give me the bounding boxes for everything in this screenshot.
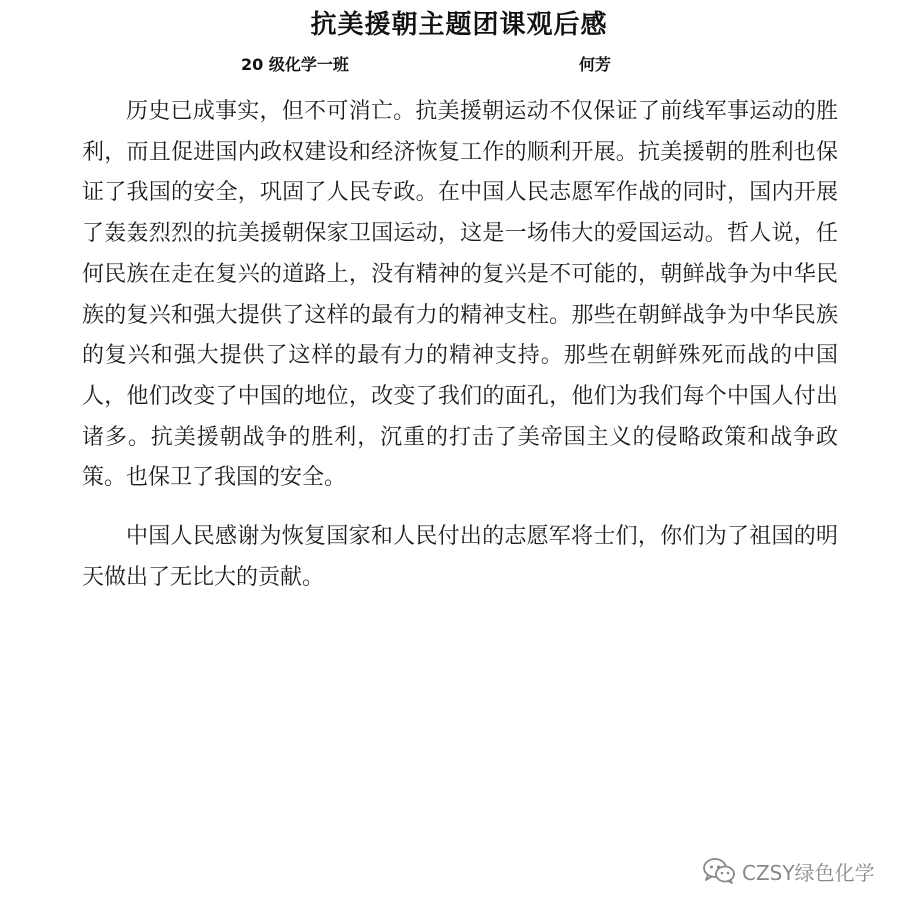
document-body (82, 92, 838, 598)
watermark-text: CZSY绿色化学 (742, 860, 875, 885)
author-name: 何芳 (579, 55, 612, 74)
paragraph-2: 中国人民感谢为恢复国家和人民付出的志愿军将士们，你们为了祖国的明天做出了无比大的贡献。 (82, 524, 838, 590)
wechat-icon (702, 857, 736, 885)
class-name: 20 级化学一班 (241, 55, 349, 74)
watermark (702, 856, 875, 886)
paragraph-1: 历史已成事实，但不可消亡。抗美援朝运动不仅保证了前线军事运动的胜利，而且促进国内政权建设和经济恢复工作的顺利开展。抗美援朝的胜利也保证了我国的安全，巩固了人民专政。在中国人民志愿军作战的同时，国内开展了轰轰烈烈的抗美援朝保家卫国运动，这是一场伟大的爱国运动。哲人说，任何民族在走在复兴的道路上，没有精神的复兴是不可能的，朝鲜战争为中华民族的复兴和强大提供了这样的最有力的精神支柱。那些在朝鲜战争为中华民族的复兴和强大提供了这样的最有力的精神支持。那些在朝鲜殊死而战的中国人，他们改变了中国的地位，改变了我们的面孔，他们为我们每个中国人付出诸多。抗美援朝战争的胜利，沉重的打击了美帝国主义的侵略政策和战争政策。也保卫了我国的安全。 (82, 99, 838, 491)
document-title: 抗美援朝主题团课观后感 (310, 10, 608, 40)
